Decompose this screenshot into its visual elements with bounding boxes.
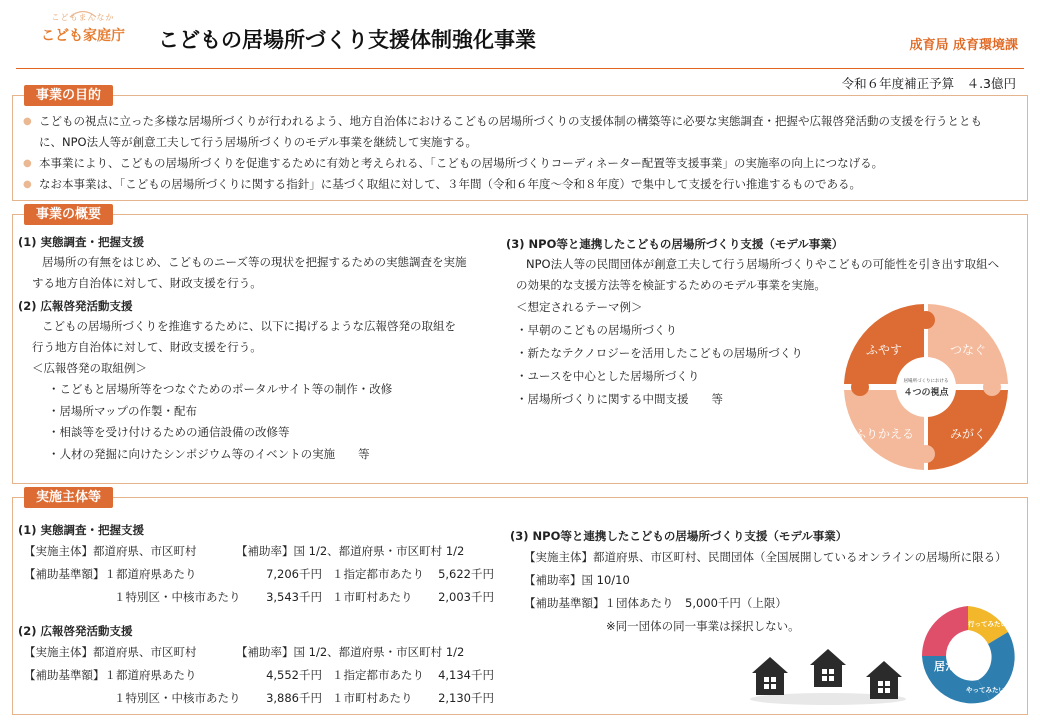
impl-s2-row-2 bbox=[18, 664, 508, 687]
puzzle-label-bl: ふりかえる bbox=[853, 427, 915, 441]
purpose-section bbox=[12, 95, 1028, 201]
impl-s3-line-4: ※同一団体の同一事業は採択しない。 bbox=[606, 619, 800, 633]
overview-s2-example-2: ・居場所マップの作製・配布 bbox=[48, 403, 198, 418]
impl-s1-row3-col4: １市町村あたり bbox=[332, 590, 413, 604]
impl-s2-row3-col4: １市町村あたり bbox=[332, 691, 413, 705]
impl-s2-title: (2) 広報啓発活動支援 bbox=[18, 624, 133, 638]
impl-s1-row2-col1: 【補助基準額】１都道府県あたり bbox=[24, 567, 197, 581]
overview-s3-themes-title: ＜想定されるテーマ例＞ bbox=[516, 300, 643, 314]
purpose-bullet-1-text: こどもの視点に立った多様な居場所づくりが行われるよう、地方自治体におけるこどもの居場所づくりの支援体制の構築等に必要な実態調査・把握や広報啓発活動の支援を行うととも bbox=[39, 114, 982, 128]
impl-s2-row-3 bbox=[18, 687, 508, 710]
puzzle-label-tr: つなぐ bbox=[949, 343, 987, 357]
overview-s1-line-1: 居場所の有無をはじめ、こどものニーズ等の現状を把握するための実態調査を実施 bbox=[42, 255, 467, 269]
impl-s3-line-1: 【実施主体】都道府県、市区町村、民間団体（全国展開しているオンラインの居場所に限る） bbox=[524, 550, 1007, 564]
overview-s2-example-4: ・人材の発掘に向けたシンポジウム等のイベントの実施 等 bbox=[48, 446, 370, 461]
overview-s2-examples-title: ＜広報啓発の取組例＞ bbox=[32, 361, 147, 375]
impl-s3-title: (3) NPO等と連携したこどもの居場所づくり支援（モデル事業） bbox=[510, 529, 848, 543]
puzzle-label-br: みがく bbox=[949, 427, 987, 441]
budget-label: 令和６年度補正予算 ４.3億円 bbox=[841, 76, 1016, 91]
impl-s1-row3-col3: 3,543千円 bbox=[266, 590, 322, 604]
impl-s3-line-3: 【補助基準額】１団体あたり 5,000千円（上限） bbox=[524, 596, 787, 610]
ribbon-text-yattemitai: やってみたい bbox=[966, 686, 1005, 694]
purpose-tag: 事業の目的 bbox=[24, 85, 113, 106]
overview-s3-line-2: の効果的な支援方法等を検証するためのモデル事業を実施。 bbox=[516, 278, 826, 292]
overview-s2-example-1: ・こどもと居場所等をつなぐためのポータルサイト等の制作・改修 bbox=[48, 382, 393, 396]
logo-tagline: こどもまんなか bbox=[51, 13, 115, 22]
purpose-bullet-3: ● なお本事業は、「こどもの居場所づくりに関する指針」に基づく取組に対して、３年間（令和６年度～令和８年度）で集中して支援を行い推進するものである。 bbox=[23, 174, 1019, 195]
impl-s1-row2-col4: 5,622千円 bbox=[438, 567, 494, 581]
ribbon-text-itai: 居たい bbox=[934, 660, 967, 673]
ibasho-ribbon-logo bbox=[912, 600, 1024, 712]
impl-s1-row-2 bbox=[18, 563, 508, 586]
impl-s1-title: (1) 実態調査・把握支援 bbox=[18, 523, 145, 537]
logo-name: こども家庭庁 bbox=[41, 28, 125, 44]
logo-arc-icon bbox=[68, 8, 98, 18]
header-divider bbox=[16, 68, 1024, 69]
impl-s2-row3-col3: 3,886千円 bbox=[266, 691, 322, 705]
purpose-bullet-1 bbox=[23, 111, 1019, 153]
house-icon-middle bbox=[810, 649, 846, 687]
impl-s2-row1-col1: 【実施主体】都道府県、市区町村 bbox=[24, 645, 197, 659]
overview-s3-theme-1: ・早朝のこどもの居場所づくり bbox=[516, 323, 677, 337]
overview-s1 bbox=[18, 232, 498, 465]
impl-s1 bbox=[18, 520, 508, 710]
puzzle-center-small: 居場所づくりにおける bbox=[903, 379, 949, 384]
impl-s2-row3-col1 bbox=[24, 687, 114, 710]
overview-s2-title: (2) 広報啓発活動支援 bbox=[18, 299, 133, 313]
impl-s2-row3-col2: １特別区・中核市あたり bbox=[114, 691, 241, 705]
impl-s2-row2-col2: 4,552千円 bbox=[266, 668, 322, 682]
house-icon-right bbox=[866, 661, 902, 699]
impl-s2-row1-col2: 【補助率】国 1/2、都道府県・市区町村 1/2 bbox=[236, 645, 465, 659]
overview-s3-theme-3: ・ユースを中心とした居場所づくり bbox=[516, 369, 700, 383]
houses-illustration bbox=[748, 645, 908, 705]
impl-s3-line-2: 【補助率】国 10/10 bbox=[524, 573, 630, 587]
overview-s3-theme-2: ・新たなテクノロジーを活用したこどもの居場所づくり bbox=[516, 346, 803, 360]
impl-s1-row1-col2: 【補助率】国 1/2、都道府県・市区町村 1/2 bbox=[236, 544, 465, 558]
overview-s3-line-1: NPO法人等の民間団体が創意工夫して行う居場所づくりやこどもの可能性を引き出す取組へ bbox=[526, 257, 1000, 271]
impl-s1-row1-col1: 【実施主体】都道府県、市区町村 bbox=[24, 544, 197, 558]
ribbon-text-ittemitai: 行ってみたい bbox=[968, 620, 1007, 628]
overview-s3-theme-4: ・居場所づくりに関する中間支援 等 bbox=[516, 392, 723, 406]
purpose-list bbox=[23, 111, 1019, 195]
house-icon-left bbox=[752, 657, 788, 695]
impl-s2-row3-col5: 2,130千円 bbox=[438, 691, 494, 705]
overview-tag: 事業の概要 bbox=[24, 204, 113, 225]
page-title: こどもの居場所づくり支援体制強化事業 bbox=[158, 28, 536, 52]
kodomo-agency-logo bbox=[28, 8, 138, 60]
purpose-bullet-1-cont: に、NPO法人等が創意工夫して行う居場所づくりのモデル事業を継続して実施する。 bbox=[39, 135, 478, 149]
overview-s1-title: (1) 実態調査・把握支援 bbox=[18, 235, 145, 249]
impl-s1-row3-col5: 2,003千円 bbox=[438, 590, 494, 604]
impl-s1-row2-col3: １指定都市あたり bbox=[332, 567, 424, 581]
implementers-tag: 実施主体等 bbox=[24, 487, 113, 508]
impl-s1-row-3 bbox=[18, 586, 508, 609]
impl-s2-row2-col3: １指定都市あたり bbox=[332, 668, 424, 682]
impl-s2-row-1 bbox=[18, 641, 508, 664]
puzzle-label-tl: ふやす bbox=[865, 343, 903, 357]
impl-s2-row2-col1: 【補助基準額】１都道府県あたり bbox=[24, 668, 197, 682]
impl-s2-row2-col4: 4,134千円 bbox=[438, 668, 494, 682]
impl-s1-row-1 bbox=[18, 540, 508, 563]
overview-s2-line-1: こどもの居場所づくりを推進するために、以下に掲げるような広報啓発の取組を bbox=[42, 319, 456, 333]
overview-s3-title: (3) NPO等と連携したこどもの居場所づくり支援（モデル事業） bbox=[506, 237, 844, 251]
impl-s1-row3-col2: １特別区・中核市あたり bbox=[114, 590, 241, 604]
overview-s1-line-2: する地方自治体に対して、財政支援を行う。 bbox=[32, 276, 262, 290]
overview-s2-line-2: 行う地方自治体に対して、財政支援を行う。 bbox=[32, 340, 262, 354]
bureau-label: 成育局 成育環境課 bbox=[909, 38, 1018, 53]
impl-s1-row3-col1 bbox=[24, 586, 114, 609]
impl-s1-row2-col2: 7,206千円 bbox=[266, 567, 322, 581]
puzzle-center-big: ４つの視点 bbox=[903, 388, 949, 398]
purpose-bullet-2: ● 本事業により、こどもの居場所づくりを促進するために有効と考えられる、「こどもの居場所づくりコーディネーター配置等支援事業」の実施率の向上につなげる。 bbox=[23, 153, 1019, 174]
four-viewpoints-puzzle bbox=[840, 298, 1012, 476]
overview-s2-example-3: ・相談等を受け付けるための通信設備の改修等 bbox=[48, 425, 290, 439]
